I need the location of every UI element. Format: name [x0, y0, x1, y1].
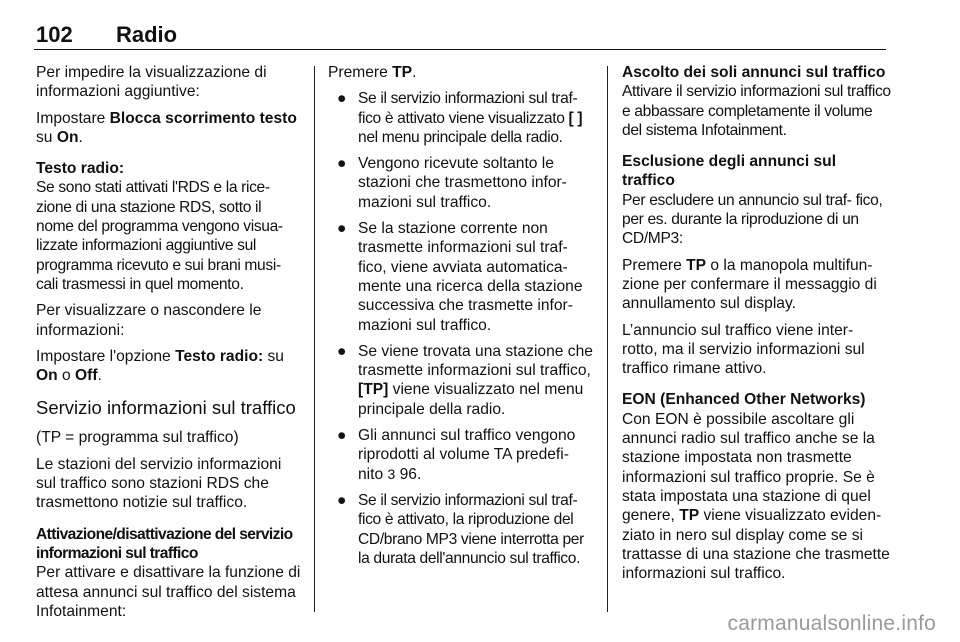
radio-text-setting-paragraph: Impostare l'opzione Testo radio: su On o Off.: [36, 347, 284, 385]
bullet-icon: ●: [337, 342, 347, 360]
column-divider-2: [607, 66, 608, 612]
list-item: ● Gli annunci sul traffico vengono riprodotti al volume TA predefi- nito 3 96.: [337, 427, 576, 483]
page-number: 102: [36, 22, 73, 47]
list-item: ● Se la stazione corrente non trasmette informazioni sul traf- fico, viene avviata automatica- mente una ricerca della stazione successiva che trasmette infor- mazioni sul traffico.: [337, 220, 583, 334]
exclusion-paragraph: Per escludere un annuncio sul traf- fico, per es. durante la riproduzione di un CD/MP3:: [622, 191, 883, 248]
page-reference-icon: 3: [387, 465, 396, 482]
eon-heading: EON (Enhanced Other Networks): [622, 391, 866, 409]
traffic-service-heading: Servizio informazioni sul traffico: [36, 397, 296, 419]
bullet-icon: ●: [337, 491, 347, 509]
column-divider-1: [314, 66, 315, 612]
activation-heading: Attivazione/disattivazione del servizio informazioni sul traffico: [36, 525, 293, 562]
bullet-icon: ●: [337, 90, 347, 108]
section-title: Radio: [116, 22, 178, 47]
page-header: [34, 22, 886, 50]
list-item: ● Se viene trovata una stazione che trasmette informazioni sul traffico, [TP] viene visualizzato nel menu principale della radio.: [337, 342, 593, 418]
column-2: [328, 63, 596, 575]
list-item: ● Se il servizio informazioni sul traf- fico è attivato, la riproduzione del CD/brano MP3 viene interrotta per la durata dell'annuncio sul traffico.: [337, 491, 584, 567]
interrupted-paragraph: L’annuncio sul traffico viene inter- rotto, ma il servizio informazioni sul traffico rimane attivo.: [622, 321, 865, 378]
list-item: ● Vengono ricevute soltanto le stazioni che trasmettono infor- mazioni sul traffico.: [337, 155, 567, 211]
list-item: ● Se il servizio informazioni sul traf- fico è attivato viene visualizzato [ ] nel menu principale della radio.: [337, 90, 583, 146]
traffic-stations-paragraph: Le stazioni del servizio informazioni sul traffico sono stazioni RDS che trasmettono notizie sul traffico.: [36, 455, 282, 512]
tp-definition: (TP = programma sul traffico): [36, 429, 239, 447]
radio-text-heading: Testo radio:: [36, 160, 125, 178]
press-tp-confirm-paragraph: Premere TP o la manopola multifun- zione per confermare il messaggio di annullamento sul display.: [622, 256, 877, 313]
bullet-icon: ●: [337, 220, 347, 238]
column-1: [36, 63, 302, 628]
bullet-icon: ●: [337, 155, 347, 173]
traffic-bullet-list: [328, 89, 596, 568]
eon-paragraph: Con EON è possibile ascoltare gli annunci radio sul traffico anche se la stazione impostata non trasmette informazioni sul traffico proprie. Se è stata impostata una stazione di quel genere, TP viene visualizzato eviden- ziato in nero sul display come se si trattasse di una stazione che trasmette informazioni sul traffico.: [622, 410, 890, 583]
toggle-info-paragraph: Per visualizzare o nascondere le informazioni:: [36, 302, 262, 339]
traffic-only-paragraph: Attivare il servizio informazioni sul traffico e abbassare completamente il volume del sistema Infotainment.: [622, 83, 891, 139]
press-tp-paragraph: Premere TP.: [328, 64, 417, 81]
column-3: [622, 63, 892, 590]
exclusion-heading: Esclusione degli annunci sul traffico: [622, 153, 837, 190]
radio-text-paragraph: Se sono stati attivati l'RDS e la rice- zione di una stazione RDS, sotto il nome del programma vengono visua- lizzate informazioni aggiuntive sul programma ricevuto e sui brani musi- cali trasmessi in quel momento.: [36, 179, 283, 293]
intro-paragraph: Per impedire la visualizzazione di informazioni aggiuntive:: [36, 64, 267, 101]
bullet-icon: ●: [337, 427, 347, 445]
activation-paragraph: Per attivare e disattivare la funzione di attesa annunci sul traffico del sistema Infotainment:: [36, 564, 301, 620]
scroll-setting-paragraph: Impostare Blocca scorrimento testo su On.: [36, 109, 297, 146]
traffic-only-heading: Ascolto dei soli annunci sul traffico: [622, 64, 886, 81]
watermark: carmanualsonline.info: [727, 612, 936, 635]
